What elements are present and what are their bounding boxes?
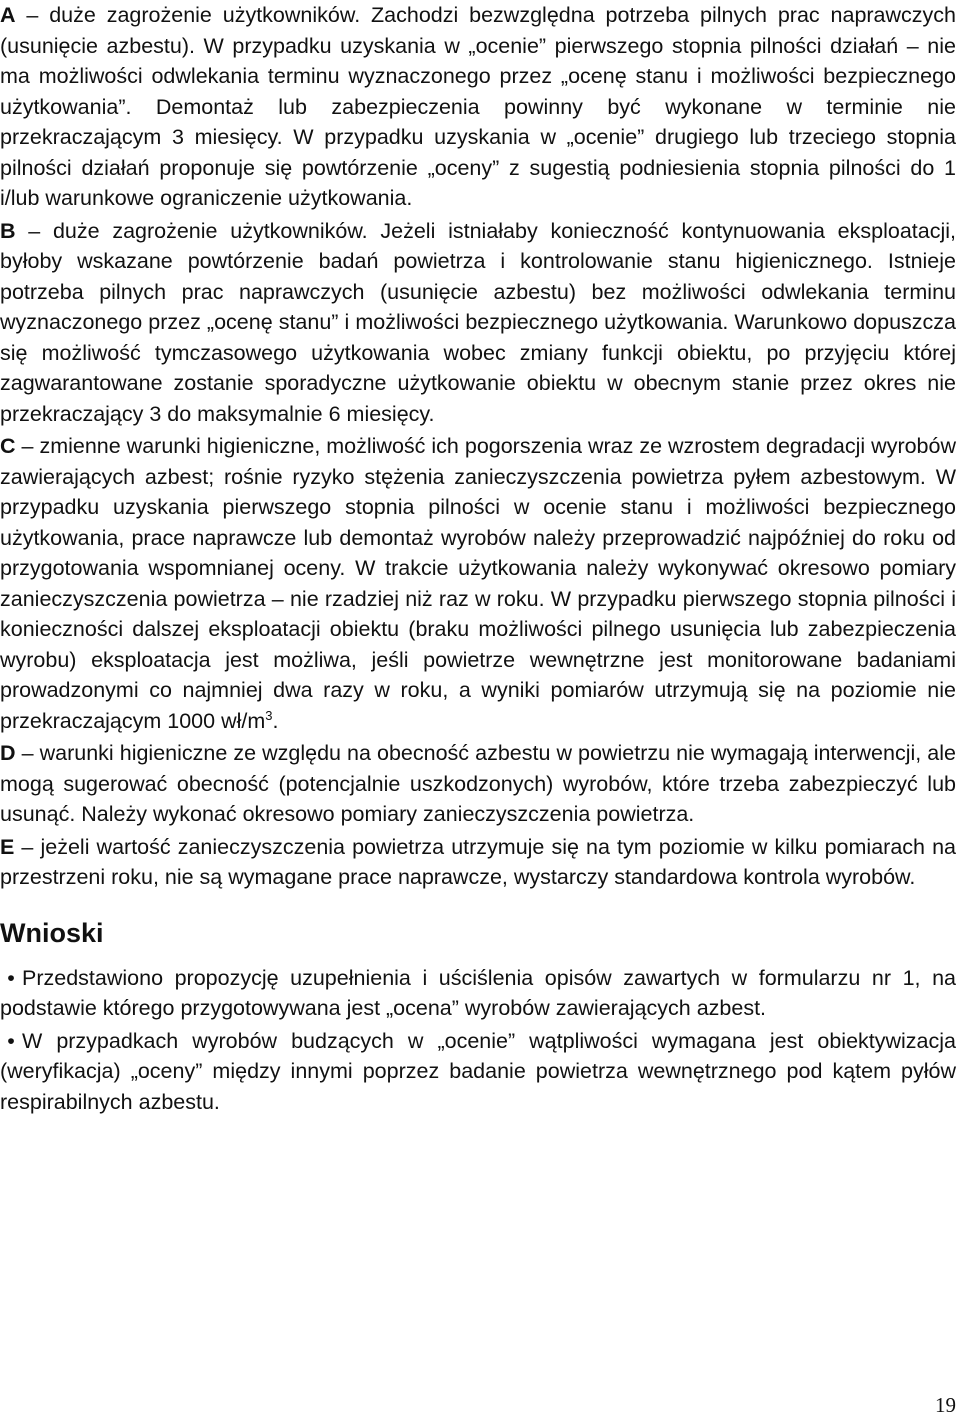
paragraph-e [0,832,956,893]
paragraph-a [0,0,956,214]
paragraph-c-letter: C [0,434,16,458]
paragraph-d [0,738,956,830]
paragraph-b [0,216,956,430]
conclusions-heading: Wnioski [0,917,104,948]
paragraph-e-letter: E [0,834,15,859]
paragraph-e-text: – jeżeli wartość zanieczyszczenia powietrza utrzymuje się na tym poziomie w kilku pomiarach na przestrzeni roku, nie są wymagane prace naprawcze, wystarczy standardowa kontrola wyrobów. [0,834,956,889]
conclusion-item-2-text: W przypadkach wyrobów budzących w „ocenie” wątpliwości wymagana jest obiektywizacja (weryfikacja) „oceny” między innymi poprzez badanie powietrza wewnętrznego pod kątem pyłów respirabilnych azbestu. [0,1028,956,1114]
paragraph-c-tail: . [272,708,279,733]
paragraph-c-text: – zmienne warunki higieniczne, możliwość ich pogorszenia wraz ze wzrostem degradacji wyrobów zawierających azbest; rośnie ryzyko stężenia zanieczyszczenia powietrza pyłem azbestowym. W przypadku uzyskania pierwszego stopnia pilności w ocenie stanu i możliwości bezpiecznego użytkowania, prace naprawcze lub demontaż wyrobów należy przeprowadzić najpóźniej do roku od przygotowania wspomnianej oceny. W trakcie użytkowania należy wykonywać okresowo pomiary zanieczyszczenia powietrza – nie rzadziej niż raz w roku. W przypadku pierwszego stopnia pilności i konieczności dalszej eksploatacji obiektu (braku możliwości pilnego usunięcia lub zabezpieczenia wyrobu) eksploatacja jest możliwa, jeśli powietrze wewnętrzne jest monitorowane badaniami prowadzonymi co najmniej dwa razy w roku, a wyniki pomiarów utrzymują się na poziomie nie przekraczającym 1000 wł/m [0,434,956,733]
bullet-icon: • [7,1028,15,1053]
bullet-icon: • [7,965,15,990]
paragraph-c [0,431,956,736]
paragraph-d-text: – warunki higieniczne ze względu na obecność azbestu w powietrzu nie wymagają interwencji, ale mogą sugerować obecność (potencjalnie uszkodzonych) wyrobów, które trzeba zabezpieczyć lub usunąć. Należy wykonać okresowo pomiary zanieczyszczenia powietrza. [0,741,956,826]
conclusion-item-1 [0,963,956,1024]
conclusion-item-1-text: Przedstawiono propozycję uzupełnienia i uściślenia opisów zawartych w formularzu nr 1, na podstawie którego przygotowywana jest „ocena” wyrobów zawierających azbest. [0,965,956,1020]
paragraph-b-letter: B [0,218,16,243]
paragraph-a-text: – duże zagrożenie użytkowników. Zachodzi bezwzględna potrzeba pilnych prac naprawczych (usunięcie azbestu). W przypadku uzyskania w „ocenie” pierwszego stopnia pilności działań – nie ma możliwości odwlekania terminu wyznaczonego przez „ocenę stanu i możliwości bezpiecznego użytkowania”. Demontaż lub zabezpieczenia powinny być wykonane w terminie nie przekraczającym 3 miesięcy. W przypadku uzyskania w „ocenie” drugiego lub trzeciego stopnia pilności działań proponuje się powtórzenie „oceny” z sugestią podniesienia stopnia pilności do 1 i/lub warunkowe ograniczenie użytkowania. [0,3,956,210]
paragraph-c-superscript: 3 [265,707,273,723]
conclusion-item-2 [0,1026,956,1118]
paragraph-d-letter: D [0,741,16,765]
page-number: 19 [935,1393,956,1417]
paragraph-b-text: – duże zagrożenie użytkowników. Jeżeli istniałaby konieczność kontynuowania eksploatacji, byłoby wskazane powtórzenie badań powietrza i kontrolowanie stanu higienicznego. Istnieje potrzeba pilnych prac naprawczych (usunięcie azbestu) bez możliwości odwlekania terminu wyznaczonego przez „ocenę stanu” i możliwości bezpiecznego użytkowania. Warunkowo dopuszcza się możliwość tymczasowego użytkowania wobec zmiany funkcji obiektu, po przyjęciu której zagwarantowane zostanie sporadyczne użytkowanie obiektu w obecnym stanie przez okres nie przekraczający 3 do maksymalnie 6 miesięcy. [0,218,956,426]
paragraph-a-letter: A [0,3,16,27]
